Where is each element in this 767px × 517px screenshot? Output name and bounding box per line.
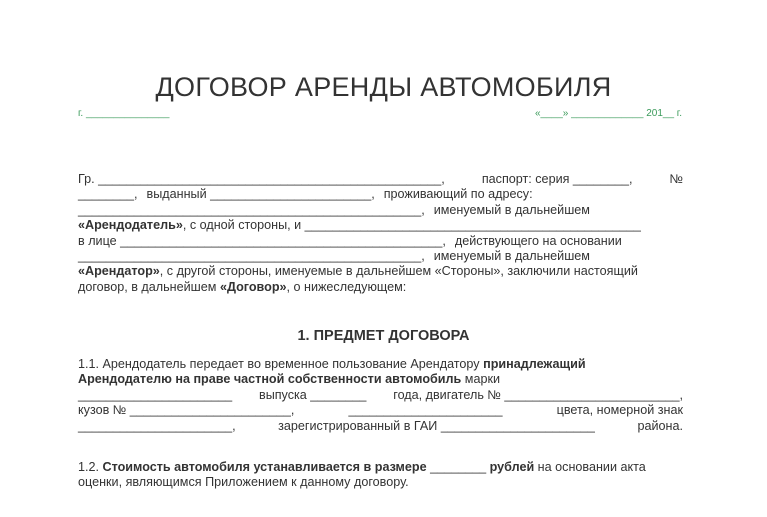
parties-line-3: _________________________________________________, именуемый в дальнейшем <box>78 202 590 217</box>
parties-line-6: _________________________________________________, именуемый в дальнейшем <box>78 248 590 263</box>
parties-line-4: «Арендодатель», с одной стороны, и ________________________________________________ <box>78 218 641 233</box>
parties-line-5: в лице ______________________________________________, действующего на основании <box>78 233 622 248</box>
parties-line-2: ________, выданный _______________________, проживающий по адресу: <box>78 187 533 202</box>
parties-line-1: Гр. _________________________________________________, паспорт: серия ________, № <box>78 172 683 186</box>
parties-line-8: договор, в дальнейшем «Договор», о нижеследующем: <box>78 279 407 294</box>
document-title: ДОГОВОР АРЕНДЫ АВТОМОБИЛЯ <box>155 72 612 102</box>
date-field: «____» _____________ 201__ г. <box>534 108 682 119</box>
contract-term: «Договор» <box>219 279 287 294</box>
clause-1-2: 1.2. Стоимость автомобиля устанавливается в размере ________ рублей на основании акта оценки, являющимся Приложением к данному договору. <box>78 460 646 490</box>
section-1-heading: 1. ПРЕДМЕТ ДОГОВОРА <box>297 328 470 344</box>
clause-1-1: 1.1. Арендодатель передает во временное пользование Арендатору принадлежащий Арендодателю на праве частной собственности автомобиль марки ______________________ выпуска ________ года, двигатель № _________________________, кузов № _______________________, ______________________ цвета, номерной знак ______________________, зарегистрированный в ГАИ ______________________ района. <box>78 357 683 433</box>
landlord-term: «Арендодатель» <box>78 218 183 233</box>
parties-line-7: «Арендатор», с другой стороны, именуемые в дальнейшем «Стороны», заключили настоящий <box>78 264 638 279</box>
tenant-term: «Арендатор» <box>78 264 160 279</box>
city-field: г. _______________ <box>78 108 170 119</box>
parties-paragraph <box>78 172 683 295</box>
